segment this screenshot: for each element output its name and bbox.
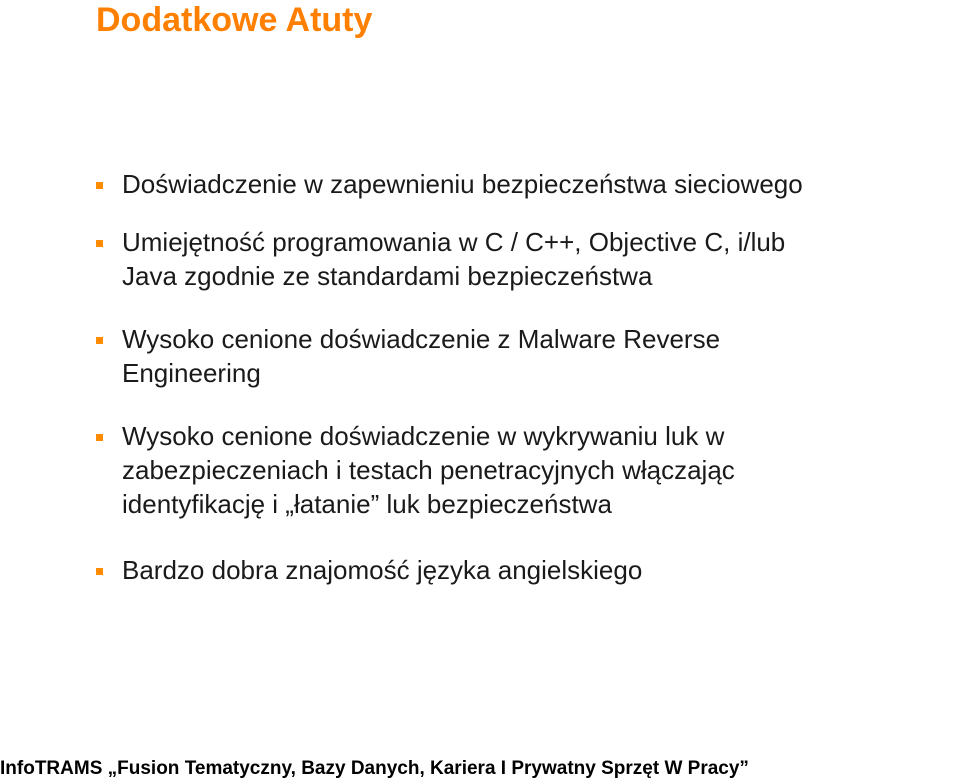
square-bullet-icon (96, 337, 103, 344)
bullet-line: zabezpieczeniach i testach penetracyjnych włączając (122, 455, 735, 485)
bullet-text (122, 167, 946, 201)
footer-text: InfoTRAMS „Fusion Tematyczny, Bazy Danych, Kariera I Prywatny Sprzęt W Pracy” (0, 758, 749, 779)
bullet-line: Doświadczenie w zapewnieniu bezpieczeństwa sieciowego (122, 169, 803, 199)
bullet-text (122, 553, 946, 587)
bullet-line: Java zgodnie ze standardami bezpieczeństwa (122, 261, 653, 291)
bullet-line: identyfikację i „łatanie” luk bezpieczeństwa (122, 489, 612, 519)
slide-title: Dodatkowe Atuty (96, 1, 373, 39)
bullet-text (122, 419, 946, 521)
square-bullet-icon (96, 434, 103, 441)
bullet-text (122, 322, 946, 390)
square-bullet-icon (96, 568, 103, 575)
bullet-line: Engineering (122, 358, 261, 388)
bullet-line: Wysoko cenione doświadczenie z Malware Reverse (122, 324, 721, 354)
bullet-text (122, 225, 946, 293)
square-bullet-icon (96, 182, 103, 189)
bullet-line: Umiejętność programowania w C / C++, Objective C, i/lub (122, 227, 786, 257)
bullet-line: Bardzo dobra znajomość języka angielskiego (122, 555, 643, 585)
square-bullet-icon (96, 240, 103, 247)
bullet-line: Wysoko cenione doświadczenie w wykrywaniu luk w (122, 421, 725, 451)
